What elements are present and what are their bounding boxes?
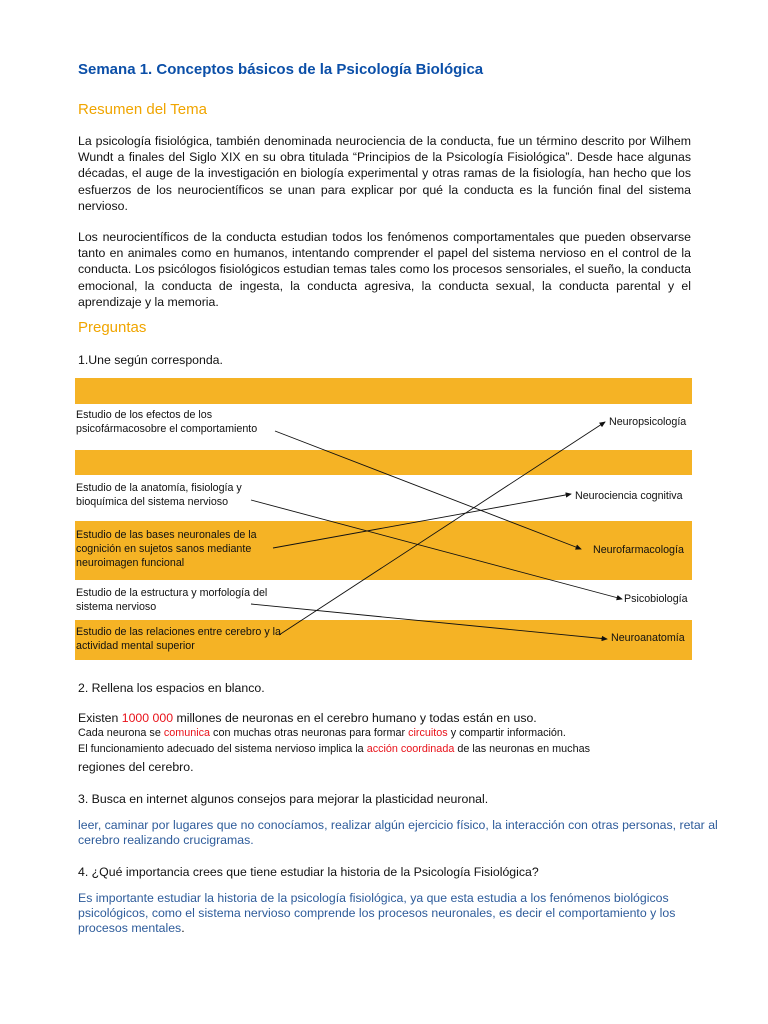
match-line-2 — [251, 500, 622, 599]
fill-text: Existen — [78, 711, 122, 725]
matching-lines — [75, 378, 692, 660]
questions-heading: Preguntas — [78, 319, 147, 336]
fill-text: de las neuronas en muchas — [454, 743, 590, 755]
fill-answer: circuitos — [408, 727, 448, 739]
match-right-neurociencia-cognitiva: Neurociencia cognitiva — [575, 490, 683, 502]
question-1: 1.Une según corresponda. — [78, 353, 223, 367]
question-3: 3. Busca en internet algunos consejos para mejorar la plasticidad neuronal. — [78, 792, 489, 806]
fill-text: El funcionamiento adecuado del sistema nervioso implica la — [78, 743, 367, 755]
summary-paragraph-2: Los neurocientíficos de la conducta estudian todos los fenómenos comportamentales que pueden observarse tanto en animales como en humanos, intentando comprender el papel del sistema nervioso en el control de la conducta. Los psicólogos fisiológicos estudian temas tales como los procesos sensoriales, el sueño, la conducta emocional, la conducta de ingesta, la conducta agresiva, la conducta sexual, la conducta parental y el aprendizaje y la memoria. — [78, 230, 691, 309]
fill-text: con muchas otras neuronas para formar — [210, 727, 409, 739]
match-left-2: Estudio de la anatomía, fisiología y bioquímica del sistema nervioso — [76, 482, 242, 508]
match-right-neuroanatomia: Neuroanatomía — [611, 632, 685, 644]
match-line-3 — [273, 494, 571, 548]
match-right-psicobiologia: Psicobiología — [624, 593, 688, 605]
fill-answer: 1000 000 — [121, 711, 174, 725]
match-line-4 — [251, 604, 607, 639]
fill-text: Cada neurona se — [78, 727, 164, 739]
match-right-neurofarmacologia: Neurofarmacología — [593, 544, 684, 556]
matching-exercise — [75, 378, 692, 660]
fill-line-3 — [78, 743, 590, 755]
answer-3: leer, caminar por lugares que no conocíamos, realizar algún ejercicio físico, la interacción con otras personas, retar al cerebro realizando crucigramas. — [78, 818, 718, 847]
fill-answer: comunica — [163, 727, 211, 739]
match-right-neuropsicologia: Neuropsicología — [609, 416, 687, 428]
match-left-1: Estudio de los efectos de los psicofármacosobre el comportamiento — [76, 409, 258, 435]
fill-line-2 — [78, 727, 566, 739]
fill-line-1 — [78, 711, 537, 725]
match-left-4: Estudio de la estructura y morfología del sistema nervioso — [76, 587, 268, 613]
match-left-3: Estudio de las bases neuronales de la cognición en sujetos sanos mediante neuroimagen funcional — [76, 529, 257, 569]
answer-4-text: Es importante estudiar la historia de la psicología fisiológica, ya que esta estudia a los fenómenos biológicos psicológicos, como el sistema nervioso comprende los procesos neuronales, es decir el comportamiento y los procesos mentales — [78, 891, 676, 935]
fill-answer: acción coordinada — [366, 743, 455, 755]
summary-heading: Resumen del Tema — [78, 101, 207, 118]
question-2: 2. Rellena los espacios en blanco. — [78, 681, 265, 695]
summary-paragraph-1: La psicología fisiológica, también denominada neurociencia de la conducta, fue un término descrito por Wilhem Wundt a finales del Siglo XIX en su obra titulada “Principios de la Psicología Fisiológica”. Desde hace algunas décadas, el auge de la investigación en biología experimental y otras ramas de la fisiología, han hecho que los esfuerzos de los neurocientíficos se unan para explicar por qué la conducta es la función final del sistema nervioso. — [78, 134, 691, 213]
question-4: 4. ¿Qué importancia crees que tiene estudiar la historia de la Psicología Fisiológica? — [78, 865, 539, 879]
match-line-1 — [275, 431, 581, 549]
answer-4 — [78, 891, 718, 935]
fill-text: millones de neuronas en el cerebro humano y todas están en uso. — [173, 711, 537, 725]
fill-text: y compartir información. — [447, 727, 566, 739]
fill-line-4: regiones del cerebro. — [78, 760, 194, 774]
match-left-5: Estudio de las relaciones entre cerebro y la actividad mental superior — [76, 626, 281, 652]
answer-4-period: . — [181, 920, 185, 935]
page-title: Semana 1. Conceptos básicos de la Psicología Biológica — [78, 61, 484, 78]
match-line-5 — [279, 422, 605, 635]
